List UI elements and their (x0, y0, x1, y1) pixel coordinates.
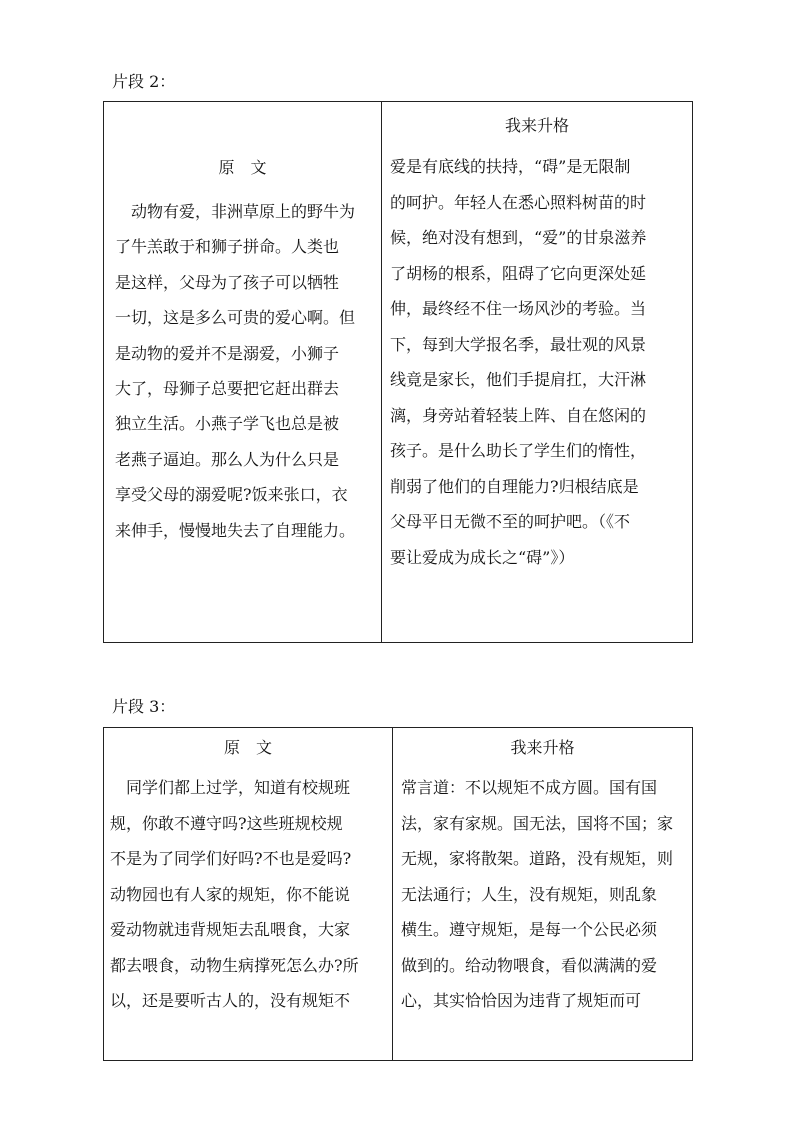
segment2-original-line: 了牛羔敢于和狮子拼命。人类也 (115, 237, 340, 257)
segment3-label: 片段 3： (112, 697, 176, 716)
segment3-original-cell (104, 728, 393, 1061)
segment3-upgrade-line: 法，家有家规。国无法，国将不国；家 (401, 813, 674, 833)
segment2-upgrade-line: 候，绝对没有想到，“爱”的甘泉滋养 (390, 228, 647, 247)
segment2-upgrade-line: 线竟是家长，他们手提肩扛，大汗淋 (390, 370, 647, 389)
segment3-upgrade-line: 常言道：不以规矩不成方圆。国有国 (401, 778, 658, 797)
segment2-original-header: 原 文 (218, 158, 267, 177)
segment2-upgrade-text (390, 149, 690, 575)
segment2-original-line: 独立生活。小燕子学飞也总是被 (115, 414, 340, 434)
segment2-upgrade-line: 漓，身旁站着轻装上阵、自在悠闲的 (390, 405, 647, 425)
segment2-upgrade-line: 的呵护。年轻人在悉心照料树苗的时 (390, 192, 647, 212)
segment3-upgrade-line: 做到的。给动物喂食，看似满满的爱 (401, 955, 658, 975)
segment2-original-line: 享受父母的溺爱呢?饭来张口，衣 (115, 485, 348, 505)
segment3-upgrade-line: 无法通行；人生，没有规矩，则乱象 (401, 884, 658, 904)
segment2-upgrade-line: 削弱了他们的自理能力?归根结底是 (390, 476, 639, 496)
segment3-upgrade-line: 无规，家将散架。道路，没有规矩，则 (401, 849, 674, 868)
segment2-upgrade-line: 父母平日无微不至的呵护吧。（《不 (390, 512, 631, 531)
segment3-original-line: 规，你敢不遵守吗?这些班规校规 (110, 813, 343, 833)
segment3-upgrade-cell (393, 728, 693, 1061)
segment2-upgrade-cell (382, 102, 693, 643)
segment2-original-line: 来伸手，慢慢地失去了自理能力。 (115, 520, 356, 540)
segment3-table (103, 727, 693, 1061)
segment3-original-line: 爱动物就违背规矩去乱喂食，大家 (110, 920, 351, 939)
segment3-upgrade-line: 心，其实恰恰因为违背了规矩而可 (401, 991, 642, 1010)
segment3-original-line: 以，还是要听古人的，没有规矩不 (110, 991, 351, 1010)
segment3-original-line: 都去喂食，动物生病撑死怎么办?所 (110, 955, 359, 975)
segment2-original-line: 大了，母狮子总要把它赶出群去 (115, 379, 340, 399)
segment2-original-text (115, 194, 377, 548)
segment3-original-text (110, 770, 390, 1019)
segment3-upgrade-header: 我来升格 (510, 738, 575, 757)
segment2-upgrade-header: 我来升格 (504, 116, 569, 135)
segment3-original-line: 不是为了同学们好吗?不也是爱吗? (110, 849, 352, 868)
segment2-original-line: 一切，这是多么可贵的爱心啊。但 (115, 308, 356, 328)
segment2-upgrade-line: 了胡杨的根系，阻碍了它向更深处延 (390, 263, 647, 283)
segment3-upgrade-text (401, 770, 690, 1019)
segment2-original-line: 是这样，父母为了孩子可以牺牲 (115, 272, 340, 292)
segment2-upgrade-line: 下，每到大学报名季，最壮观的风景 (390, 334, 647, 354)
segment2-upgrade-line: 爱是有底线的扶持，“碍”是无限制 (390, 157, 631, 176)
segment2-upgrade-line: 孩子。是什么助长了学生们的惰性， (390, 441, 647, 460)
segment3-upgrade-line: 横生。遵守规矩，是每一个公民必须 (401, 920, 658, 939)
segment2-table (103, 101, 693, 643)
segment2-original-line: 是动物的爱并不是溺爱，小狮子 (115, 343, 340, 363)
segment2-original-line: 动物有爱，非洲草原上的野牛为 (115, 202, 356, 221)
segment2-original-line: 老燕子逼迫。那么人为什么只是 (115, 449, 340, 469)
segment3-original-line: 动物园也有人家的规矩，你不能说 (110, 884, 351, 904)
segment2-upgrade-line: 要让爱成为成长之“碍”》） (390, 547, 575, 567)
segment2-label: 片段 2： (112, 72, 176, 91)
segment3-original-header: 原 文 (223, 738, 272, 757)
segment2-original-cell (104, 102, 382, 643)
segment2-upgrade-line: 伸，最终经不住一场风沙的考验。当 (390, 299, 647, 318)
segment3-original-line: 同学们都上过学，知道有校规班 (110, 778, 351, 797)
